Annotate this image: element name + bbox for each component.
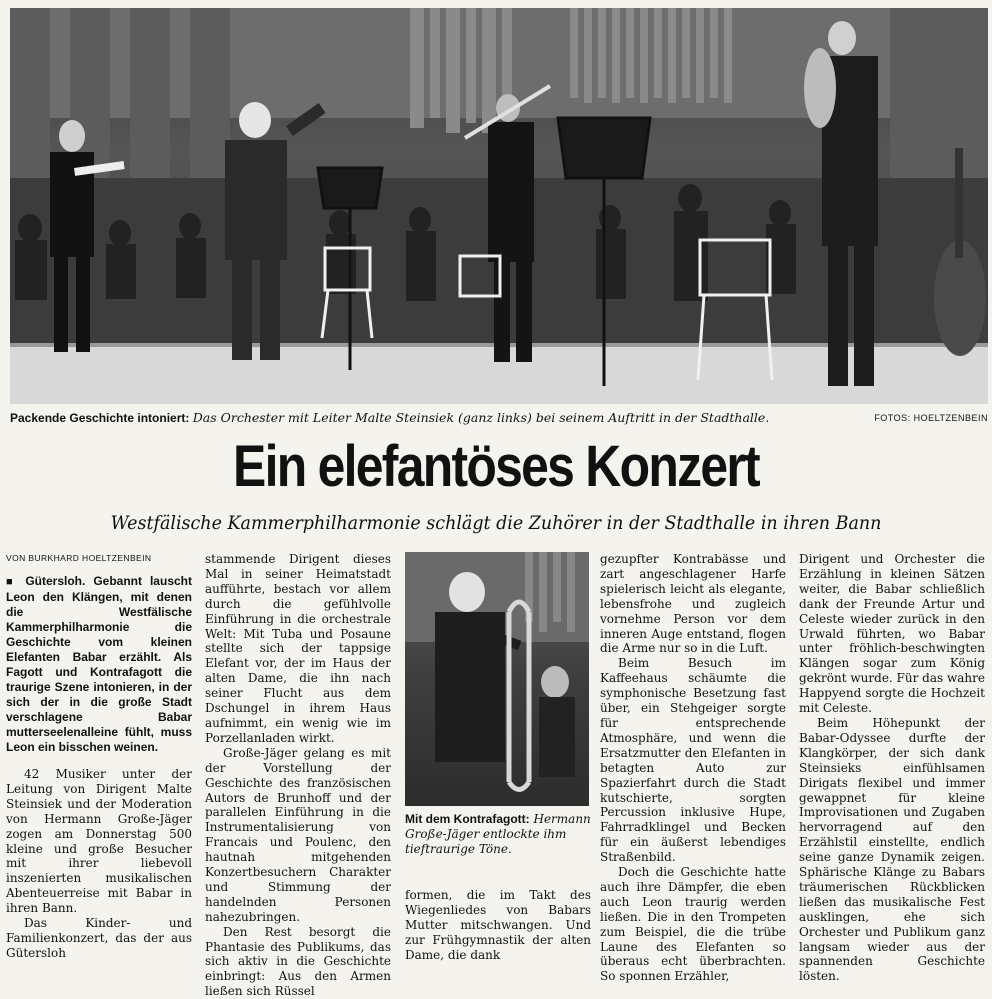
paragraph: 42 Musiker unter der Leitung von Dirigent Malte Steinsiek und der Moderation von Hermann Große-Jäger zogen am Donnerstag 500 kleine und große Besucher mit ihrer liebevoll inszenierten musikalischen Abenteuerreise mit Babar in ihren Bann. [6,767,192,916]
main-photo-caption [10,409,988,427]
paragraph: Beim Höhepunkt der Babar-Odyssee durfte der Klangkörper, der sich dank Steinsieks einfühlsamen Dirigats flexibel und immer gewappnet für kleine Improvisationen und Zugaben hervorragend auf den Erzählstil einstellte, endlich seine ganze Dynamik zeigen. Sphärische Klänge zu Babars träumerischen Rückblicken ließen das musikalische Fest ausklingen, ehe sich Orchester und Publikum ganz langsam wieder aus der spannenden Geschichte lösten. [799,715,985,984]
lead-marker: ■ [6,576,18,588]
column-4 [600,552,786,984]
inset-caption-lead: Mit dem Kontrafagott: [405,812,530,826]
paragraph: Dirigent und Orchester die Erzählung in kleinen Sätzen weiter, die Babar schließlich dank der Freunde Artur und Celeste wieder zurück in den Urwald führten, wo Babar unter fröhlich-beschwingten Klängen sogar zum König gekrönt wurde. Für das wahre Happyend sorgte die Hochzeit mit Celeste. [799,552,985,716]
headline: Ein elefantöses Konzert [233,434,759,499]
paragraph: Den Rest besorgt die Phantasie des Publikums, das sich aktiv in die Geschichte einbringt: Aus den Armen ließen sich Rüssel [205,924,391,999]
lead-text: Gütersloh. Gebannt lauscht Leon den Klängen, mit denen die Westfälische Kammerphilharmonie die Geschichte vom kleinen Elefanten Babar erzählt. Als Fagott und Kontrafagott die traurige Szene intonieren, in der sich der in die große Stadt verschlagene Babar mutterseelenalleine fühlt, muss Leon ein bisschen weinen. [6,574,192,754]
paragraph: Doch die Geschichte hatte auch ihre Dämpfer, die eben auch Leon traurig werden ließen. Die in den Trompeten zum Beispiel, die die trübe Laune des Elefanten so überaus echt überbrachten. So sponnen Erzähler, [600,865,786,984]
paragraph: Große-Jäger gelang es mit der Vorstellung der Geschichte des französischen Autors de Brunhoff und der parallelen Einführung in die Instrumentalisierung von Francais und Poulenc, den hautnah mitgehenden Konzertbesuchern Charakter und Stimmung der handelnden Personen nahezubringen. [205,745,391,924]
inset-caption-text: Hermann Große-Jäger entlockte ihm tieftraurige Töne. [405,812,591,856]
column-2 [205,552,391,999]
byline: VON BURKHARD HOELTZENBEIN [6,553,152,563]
paragraph: Das Kinder- und Familienkonzert, das der aus Gütersloh [6,916,192,960]
inset-photo [405,552,589,806]
paragraph: Beim Besuch im Kaffeehaus schäumte die symphonische Besetzung fast über, ein Stehgeiger sorgte für entsprechende Atmosphäre, und wenn die Ersatzmutter den Elefanten in betagten Auto zur Spazierfahrt durch die Stadt kutschierte, sorgten Percussion inklusive Hupe, Fahrradklingel und Becken für ein äußerst lebendiges Straßenbild. [600,656,786,865]
subhead: Westfälische Kammerphilharmonie schlägt die Zuhörer in der Stadthalle in ihren Bann [110,512,882,534]
photo-credit: FOTOS: HOELTZENBEIN [874,413,988,423]
column-1 [6,552,192,961]
paragraph: gezupfter Kontrabässe und zart angeschlagener Harfe spielerisch leicht als elegante, lebensfrohe und zugleich vornehme Person vor dem inneren Auge entstand, flogen die Arme nur so in die Luft. [600,552,786,656]
orchestra-photo-illustration [10,8,988,404]
lead-paragraph [6,574,192,755]
caption-text: Das Orchester mit Leiter Malte Steinsiek (ganz links) bei seinem Auftritt in der Stadthalle. [192,410,770,425]
paragraph: stammende Dirigent dieses Mal in seiner Heimatstadt aufführte, bestach vor allem durch die gefühlvolle Einführung in die orchestrale Welt: Mit Tuba und Posaune stellte sich der tappsige Elefant vor, der im Haus der alten Dame, die ihn nach seiner Flucht aus dem Dschungel in ihrem Haus aufnimmt, ein wenig wie im Porzellanladen wirkt. [205,552,391,745]
contrabassoon-photo-illustration [405,552,589,806]
inset-caption [405,812,591,857]
main-photo [10,8,988,404]
caption-lead: Packende Geschichte intoniert: [10,411,190,425]
inset-column-text [405,876,591,975]
paragraph: formen, die im Takt des Wiegenliedes von Babars Mutter mitschwangen. Und zur Frühgymnastik der alten Dame, die dank [405,888,591,962]
column-5 [799,552,985,984]
